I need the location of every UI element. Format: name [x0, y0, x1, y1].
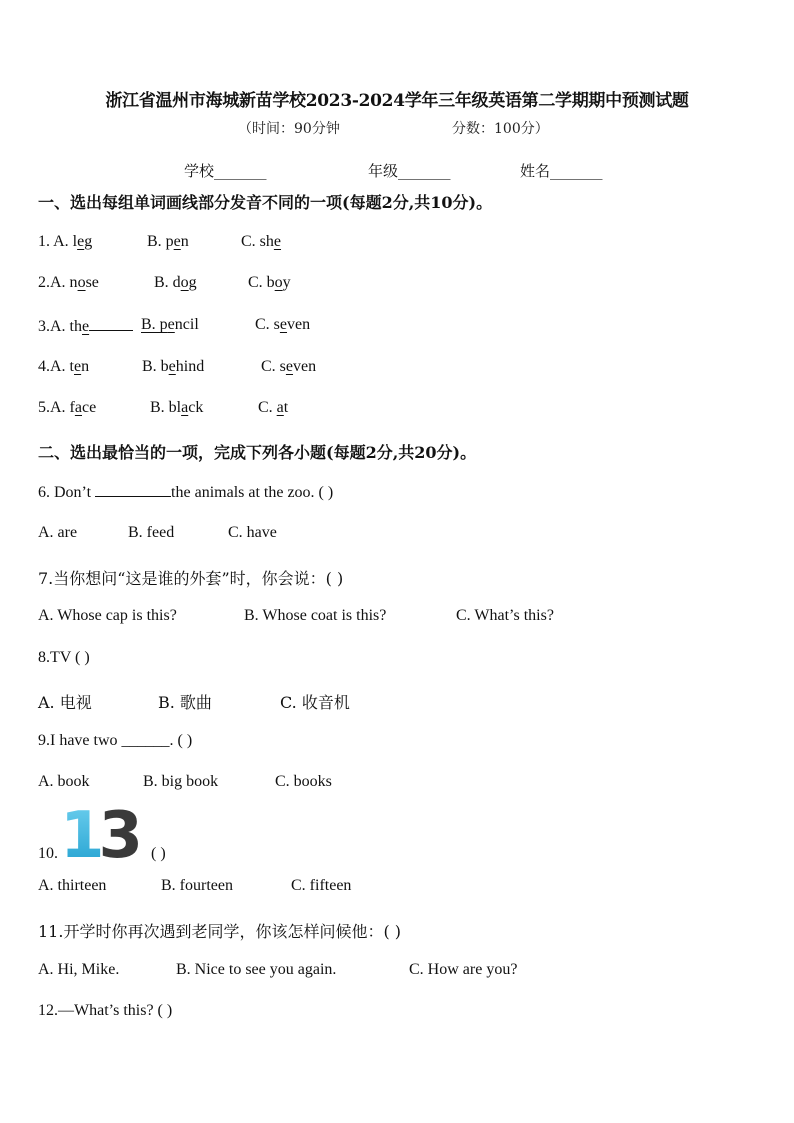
question-11-stem: 11.开学时你再次遇到老同学，你该怎样问候他：( ) [38, 922, 402, 941]
question-10-option-b: B. fourteen [161, 877, 233, 894]
question-9-option-c: C. books [275, 773, 332, 790]
time-limit: （时间：90分钟 [238, 121, 340, 137]
question-9-option-a: A. book [38, 773, 90, 790]
question-7-option-b: B. Whose coat is this? [244, 607, 387, 624]
question-5-option-a: 5.A. face [38, 399, 97, 416]
question-4-option-c: C. seven [261, 358, 317, 375]
question-8-stem: 8.TV ( ) [38, 649, 90, 666]
section-2-heading: 二、选出最恰当的一项，完成下列各小题(每题2分,共20分)。 [38, 443, 477, 462]
question-12-stem: 12.—What’s this? ( ) [38, 1002, 173, 1019]
question-7-stem: 7.当你想问“这是谁的外套”时，你会说：( ) [38, 569, 344, 588]
number-13-image [60, 803, 146, 863]
question-10-option-a: A. thirteen [38, 877, 107, 894]
question-4-option-b: B. behind [142, 358, 205, 375]
question-2-option-a: 2.A. nose [38, 274, 99, 291]
question-1-option-b: B. pen [147, 233, 189, 250]
question-10-answer-paren: ( ) [151, 845, 166, 862]
grade-field: 年级_______ [368, 162, 451, 180]
question-1-option-c: C. she [241, 233, 282, 250]
question-10-option-c: C. fifteen [291, 877, 352, 894]
question-11-option-b: B. Nice to see you again. [176, 961, 337, 978]
number-13-glyphs: 13 [60, 803, 138, 863]
question-6-option-c: C. have [228, 524, 277, 541]
question-9-stem: 9.I have two ______. ( ) [38, 732, 193, 749]
question-4-option-a: 4.A. ten [38, 358, 90, 375]
question-10-number: 10. [38, 845, 58, 862]
question-3-option-b: B. pencil [141, 316, 199, 333]
question-7-option-c: C. What’s this? [456, 607, 554, 624]
question-11-option-c: C. How are you? [409, 961, 518, 978]
page-title: 浙江省温州市海城新苗学校2023-2024学年三年级英语第二学期期中预测试题 [105, 91, 689, 111]
question-8-option-a: A. 电视 [38, 693, 92, 712]
total-score: 分数：100分） [452, 121, 549, 137]
question-2-option-c: C. boy [248, 274, 291, 291]
question-8-option-c: C. 收音机 [280, 693, 350, 712]
question-3-option-c: C. seven [255, 316, 311, 333]
question-3-option-a: 3.A. the [38, 316, 133, 336]
question-11-option-a: A. Hi, Mike. [38, 961, 120, 978]
name-field: 姓名_______ [520, 162, 603, 180]
question-5-option-b: B. black [150, 399, 204, 416]
question-8-option-b: B. 歌曲 [158, 693, 212, 712]
question-6-option-a: A. are [38, 524, 78, 541]
section-1-heading: 一、选出每组单词画线部分发音不同的一项(每题2分,共10分)。 [38, 193, 493, 212]
question-5-option-c: C. at [258, 399, 289, 416]
question-7-option-a: A. Whose cap is this? [38, 607, 177, 624]
question-6-option-b: B. feed [128, 524, 175, 541]
question-1-option-a: 1. A. leg [38, 233, 93, 250]
question-6-stem: 6. Don’t the animals at the zoo. ( ) [38, 484, 334, 501]
question-9-option-b: B. big book [143, 773, 219, 790]
question-2-option-b: B. dog [154, 274, 197, 291]
school-field: 学校_______ [184, 162, 267, 180]
